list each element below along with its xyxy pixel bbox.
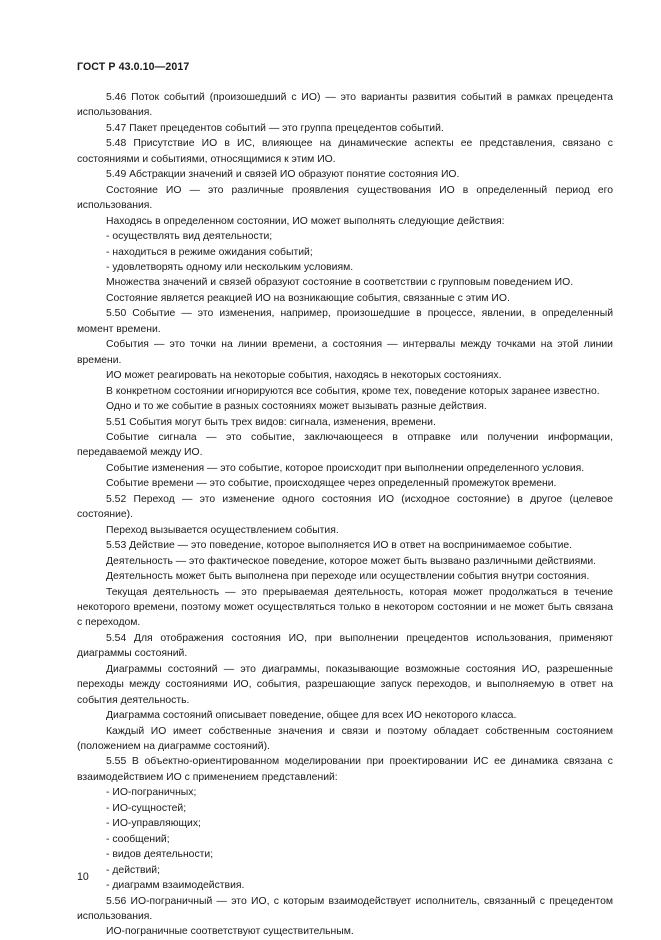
paragraph: Деятельность может быть выполнена при переходе или осуществлении события внутри состояния.: [106, 571, 590, 583]
list-item: - удовлетворять одному или нескольким условиям.: [106, 261, 354, 273]
paragraph: Множества значений и связей образуют состояние в соответствии с групповым поведением ИО.: [106, 277, 574, 289]
paragraph: В конкретном состоянии игнорируются все события, кроме тех, поведение которых заранее известно.: [106, 385, 600, 397]
paragraph: Каждый ИО имеет собственные значения и связи и поэтому обладает собственным состоянием (положением на диаграмме состояний).: [77, 725, 613, 753]
document-body: [77, 90, 613, 940]
list-item: - видов деятельности;: [106, 849, 214, 861]
list-item: - осуществлять вид деятельности;: [106, 231, 273, 243]
paragraph: 5.47 Пакет прецедентов событий — это группа прецедентов событий.: [106, 122, 444, 134]
paragraph: Текущая деятельность — это прерываемая деятельность, которая может продолжаться в течение некоторого времени, поэтому может осуществляться только в некотором состоянии и не может быть связана с переходом.: [77, 586, 613, 629]
list-item: - диаграмм взаимодействия.: [106, 880, 245, 892]
paragraph: ИО может реагировать на некоторые события, находясь в некоторых состояниях.: [106, 370, 502, 382]
paragraph: 5.46 Поток событий (произошедший с ИО) — это варианты развития событий в рамках прецедента использования.: [77, 92, 613, 119]
paragraph: Состояние ИО — это различные проявления существования ИО в определенный период его использования.: [77, 184, 613, 212]
paragraph: Находясь в определенном состоянии, ИО может выполнять следующие действия:: [106, 215, 505, 227]
document-header: ГОСТ Р 43.0.10—2017: [77, 61, 190, 73]
paragraph: 5.56 ИО-пограничный — это ИО, с которым взаимодействует исполнитель, связанный с прецедентом использования.: [77, 895, 613, 923]
list-item: - ИО-пограничных;: [106, 787, 197, 799]
paragraph: Диаграммы состояний — это диаграммы, показывающие возможные состояния ИО, разрешенные переходы между состояниями ИО, события, разрешающие запуск переходов, и выполняемую в ответ на события деятельность.: [77, 663, 613, 706]
list-item: - ИО-управляющих;: [106, 818, 201, 830]
paragraph: Переход вызывается осуществлением события.: [106, 524, 339, 536]
paragraph: Событие времени — это событие, происходящее через определенный промежуток времени.: [106, 478, 557, 490]
paragraph: 5.50 Событие — это изменения, например, произошедшие в процессе, явлении, в определенный момент времени.: [77, 308, 613, 335]
paragraph: События — это точки на линии времени, а состояния — интервалы между точками на этой линии времени.: [77, 339, 613, 366]
paragraph: 5.53 Действие — это поведение, которое выполняется ИО в ответ на воспринимаемое событие.: [106, 540, 573, 552]
paragraph: 5.49 Абстракции значений и связей ИО образуют понятие состояния ИО.: [106, 169, 460, 181]
paragraph: 5.51 События могут быть трех видов: сигнала, изменения, времени.: [106, 416, 436, 428]
paragraph: 5.55 В объектно-ориентированном моделировании при проектировании ИС ее динамика связана с взаимодействием ИО с применением представлений:: [77, 756, 613, 783]
paragraph: Одно и то же событие в разных состояниях может вызывать разные действия.: [106, 401, 487, 413]
paragraph: 5.52 Переход — это изменение одного состояния ИО (исходное состояние) в другое (целевое состояние).: [77, 493, 613, 521]
paragraph: Состояние является реакцией ИО на возникающие события, связанные с этим ИО.: [106, 292, 510, 304]
paragraph: 5.54 Для отображения состояния ИО, при выполнении прецедентов использования, применяют диаграммы состояний.: [77, 632, 613, 660]
page-number: 10: [77, 871, 89, 883]
paragraph: Событие сигнала — это событие, заключающееся в отправке или получении информации, передаваемой между ИО.: [77, 431, 613, 459]
list-item: - действий;: [106, 864, 160, 876]
paragraph: Событие изменения — это событие, которое происходит при выполнении определенного условия.: [106, 462, 585, 474]
list-item: - ИО-сущностей;: [106, 802, 187, 814]
paragraph: 5.48 Присутствие ИО в ИС, влияющее на динамические аспекты ее представления, связано с состояниями и событиями, относящимися к этим ИО.: [77, 138, 613, 165]
paragraph: ИО-пограничные соответствуют существительным.: [106, 926, 354, 938]
list-item: - находиться в режиме ожидания событий;: [106, 246, 313, 258]
paragraph: Деятельность — это фактическое поведение, которое может быть вызвано различными действиями.: [106, 555, 597, 567]
list-item: - сообщений;: [106, 833, 170, 845]
paragraph: Диаграмма состояний описывает поведение, общее для всех ИО некоторого класса.: [106, 710, 517, 722]
